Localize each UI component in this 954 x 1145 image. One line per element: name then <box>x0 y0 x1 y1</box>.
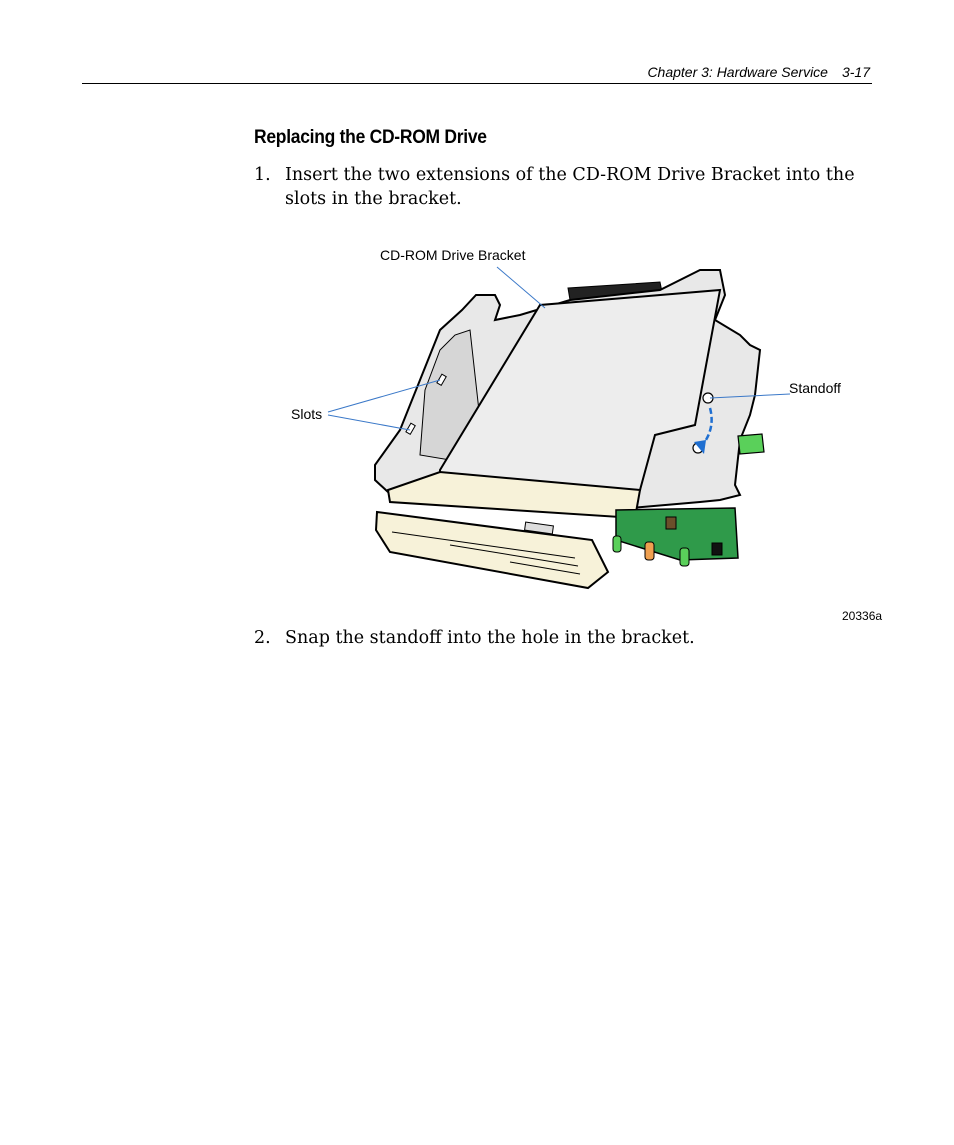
step-2-number: 2. <box>254 628 271 648</box>
board-jack <box>712 543 722 555</box>
cdrom-bracket-illustration <box>280 240 900 630</box>
board-component <box>666 517 676 529</box>
step-1-text: Insert the two extensions of the CD-ROM Drive Bracket into the slots in the bracket. <box>285 165 855 209</box>
label-cdrom-bracket: CD-ROM Drive Bracket <box>380 247 526 263</box>
label-slots: Slots <box>291 406 323 422</box>
figure-id: 20336a <box>842 609 883 623</box>
step-1-number: 1. <box>254 165 271 185</box>
led-orange <box>645 542 654 560</box>
drive-front-face <box>376 512 608 588</box>
section-title: Replacing the CD-ROM Drive <box>254 127 487 148</box>
side-connector <box>738 434 764 454</box>
led-green-2 <box>680 548 689 566</box>
slots-leader-lower <box>328 415 410 430</box>
bracket-leader <box>497 267 545 308</box>
label-standoff: Standoff <box>789 380 841 396</box>
step-2-text: Snap the standoff into the hole in the bracket. <box>285 628 695 648</box>
running-header <box>647 64 870 80</box>
header-chapter: Chapter 3: Hardware Service <box>647 64 828 80</box>
header-page-number: 3-17 <box>841 64 870 80</box>
led-green-1 <box>613 536 621 552</box>
header-rule <box>82 83 872 84</box>
